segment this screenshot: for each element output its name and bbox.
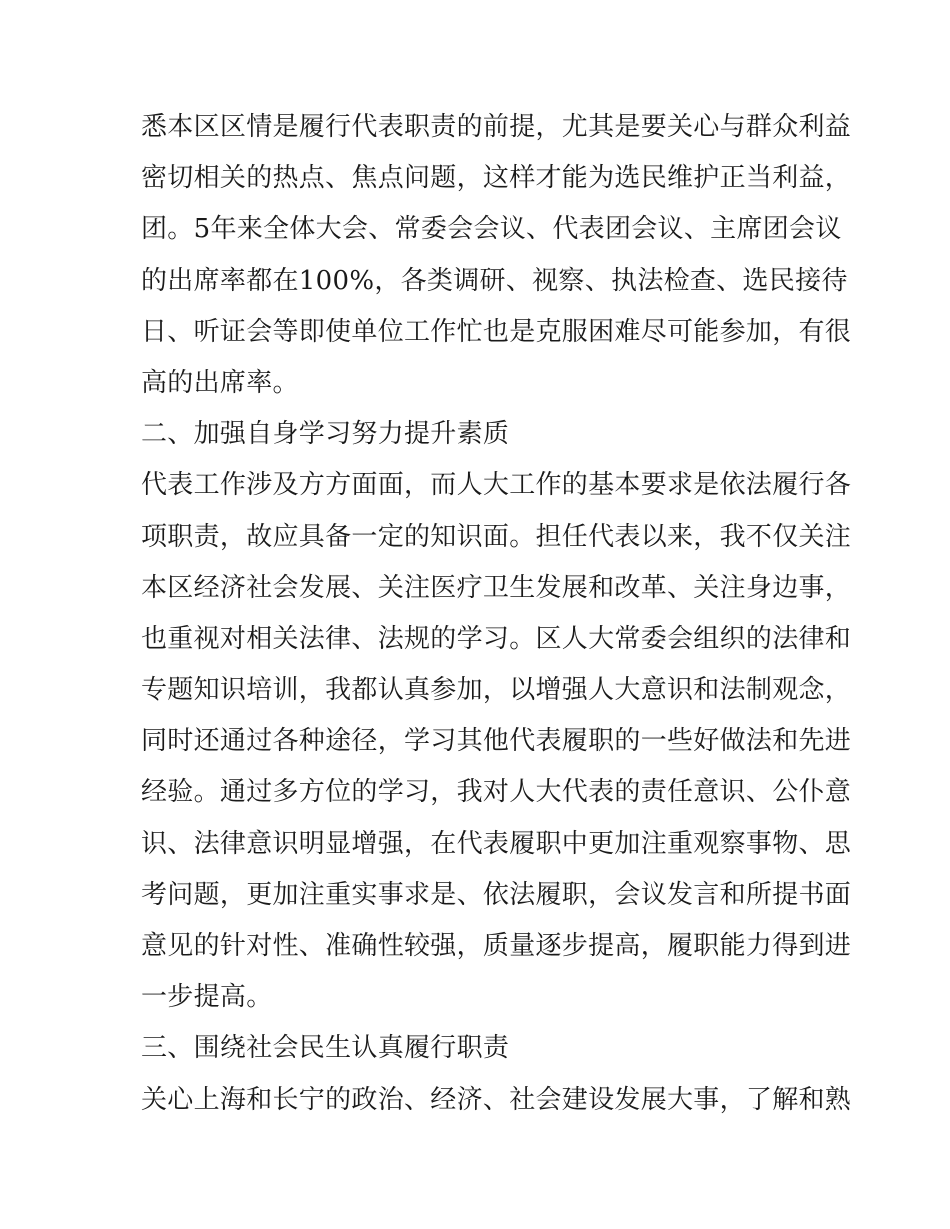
body-line: 悉本区区情是履行代表职责的前提，尤其是要关心与群众利益 — [141, 112, 852, 142]
body-line: 也重视对相关法律、法规的学习。区人大常委会组织的法律和 — [141, 623, 852, 654]
body-line: 考问题，更加注重实事求是、依法履职，会议发言和所提书面 — [141, 879, 852, 910]
body-line: 专题知识培训，我都认真参加，以增强人大意识和法制观念， — [141, 675, 852, 706]
body-line: 代表工作涉及方方面面，而人大工作的基本要求是依法履行各 — [141, 470, 852, 501]
section-heading: 三、围绕社会民生认真履行职责 — [141, 1033, 510, 1064]
body-line: 识、法律意识明显增强，在代表履职中更加注重观察事物、思 — [141, 828, 852, 859]
body-line: 本区经济社会发展、关注医疗卫生发展和改革、关注身边事， — [141, 572, 852, 603]
body-line: 同时还通过各种途径，学习其他代表履职的一些好做法和先进 — [141, 726, 852, 757]
body-line: 关心上海和长宁的政治、经济、社会建设发展大事，了解和熟 — [141, 1084, 852, 1115]
body-line: 高的出席率。 — [141, 367, 299, 398]
body-line: 意见的针对性、准确性较强，质量逐步提高，履职能力得到进 — [141, 931, 852, 961]
body-line: 经验。通过多方位的学习，我对人大代表的责任意识、公仆意 — [141, 777, 852, 808]
section-heading: 二、加强自身学习努力提升素质 — [141, 419, 510, 450]
body-line: 日、听证会等即使单位工作忙也是克服困难尽可能参加，有很 — [141, 316, 852, 347]
body-line: 密切相关的热点、焦点问题，这样才能为选民维护正当利益， — [141, 163, 852, 194]
body-line: 项职责，故应具备一定的知识面。担任代表以来，我不仅关注 — [141, 521, 852, 552]
document-body — [141, 102, 852, 1126]
body-line: 团。5年来全体大会、常委会会议、代表团会议、主席团会议 — [141, 214, 842, 245]
body-line: 的出席率都在100%，各类调研、视察、执法检查、选民接待 — [141, 265, 848, 296]
body-line: 一步提高。 — [141, 982, 273, 1013]
